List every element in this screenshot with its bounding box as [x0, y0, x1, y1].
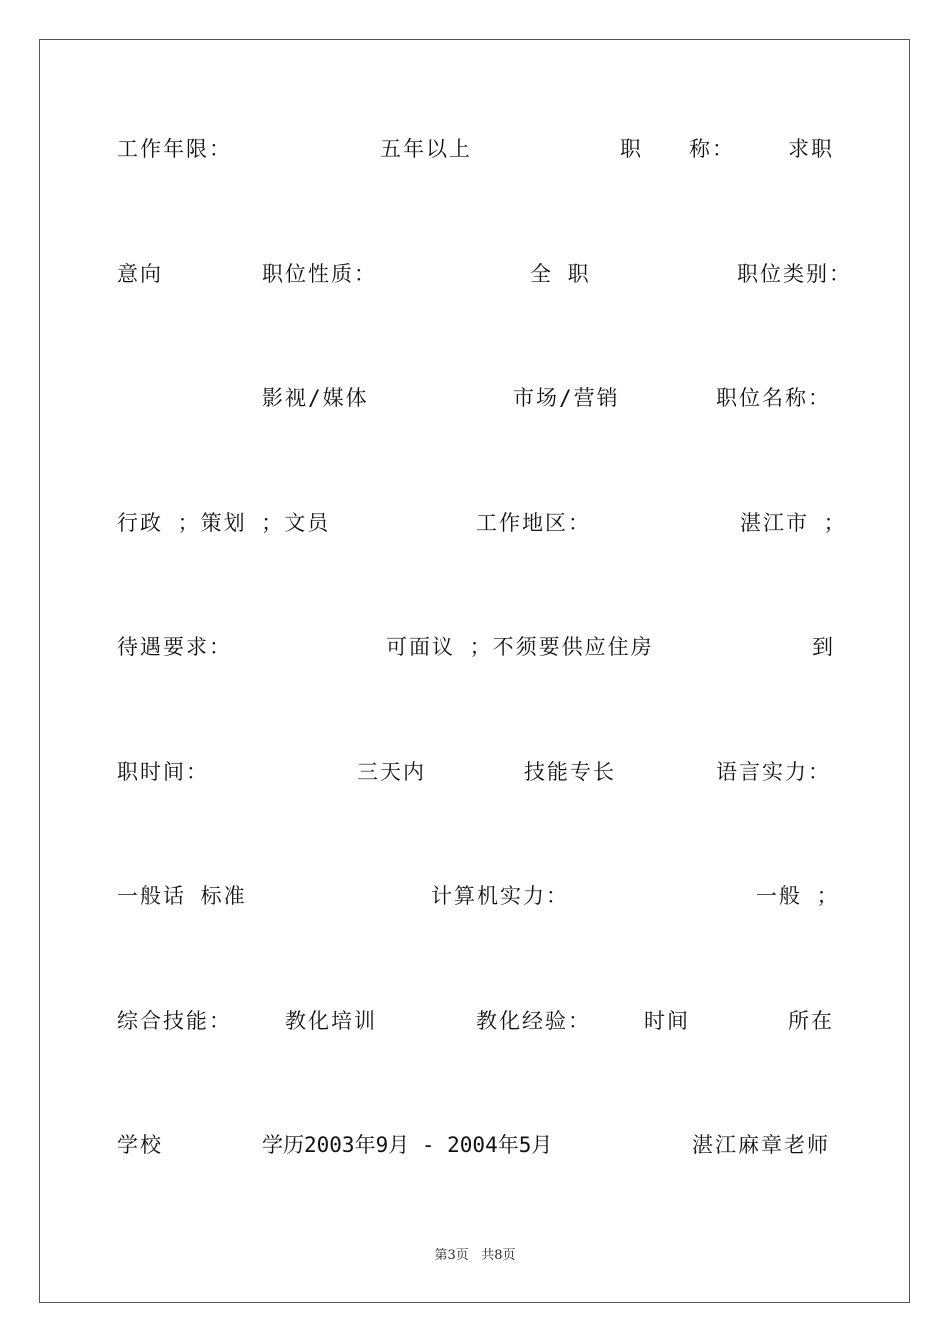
text-arrive: 到	[812, 635, 835, 659]
label-work-area: 工作地区：	[476, 511, 591, 535]
value-work-area: 湛江市 ；	[740, 511, 847, 535]
line-salary	[0, 630, 950, 664]
line-job-name	[0, 506, 950, 540]
label-start-time: 职时间：	[117, 760, 209, 784]
column-location: 所在	[788, 1009, 834, 1033]
label-title: 职 称：	[620, 137, 735, 161]
value-category-marketing: 市场/营销	[513, 386, 620, 410]
heading-teaching-experience: 教化经验：	[476, 1009, 591, 1033]
value-employer: 湛江麻章老师	[692, 1133, 830, 1157]
label-salary: 待遇要求：	[117, 635, 232, 659]
value-category-media: 影视/媒体	[262, 386, 369, 410]
heading-skills: 技能专长	[524, 760, 616, 784]
value-start-time: 三天内	[357, 760, 426, 784]
page-footer	[0, 1247, 950, 1265]
line-job-category	[0, 381, 950, 415]
label-work-years: 工作年限：	[117, 137, 232, 161]
label-job-category: 职位类别：	[737, 262, 852, 286]
line-work-years	[0, 132, 950, 166]
value-job-names: 行政 ；策划 ；文员	[117, 511, 331, 535]
value-language: 一般话 标准	[117, 884, 247, 908]
page-number: 第3页	[434, 1248, 469, 1263]
page-border	[39, 39, 910, 1303]
label-computer: 计算机实力：	[431, 884, 569, 908]
label-job-nature: 职位性质：	[262, 262, 377, 286]
text-intention: 意向	[117, 262, 163, 286]
label-general-skills: 综合技能：	[117, 1009, 232, 1033]
line-general-skills	[0, 1004, 950, 1038]
text-job-seeking: 求职	[788, 137, 834, 161]
value-general-skills: 教化培训	[285, 1009, 377, 1033]
column-time: 时间	[644, 1009, 690, 1033]
value-salary: 可面议 ；不须要供应住房	[386, 635, 654, 659]
column-school: 学校	[117, 1133, 163, 1157]
value-work-years: 五年以上	[380, 137, 472, 161]
label-language: 语言实力：	[716, 760, 831, 784]
label-job-name: 职位名称：	[716, 386, 831, 410]
line-education	[0, 1128, 950, 1162]
line-job-nature	[0, 257, 950, 291]
value-computer: 一般 ；	[756, 884, 840, 908]
value-education-period: 学历2003年9月 - 2004年5月	[262, 1133, 553, 1157]
total-pages: 共8页	[481, 1248, 516, 1263]
line-start-time	[0, 755, 950, 789]
value-job-nature: 全 职	[530, 262, 591, 286]
line-computer	[0, 879, 950, 913]
